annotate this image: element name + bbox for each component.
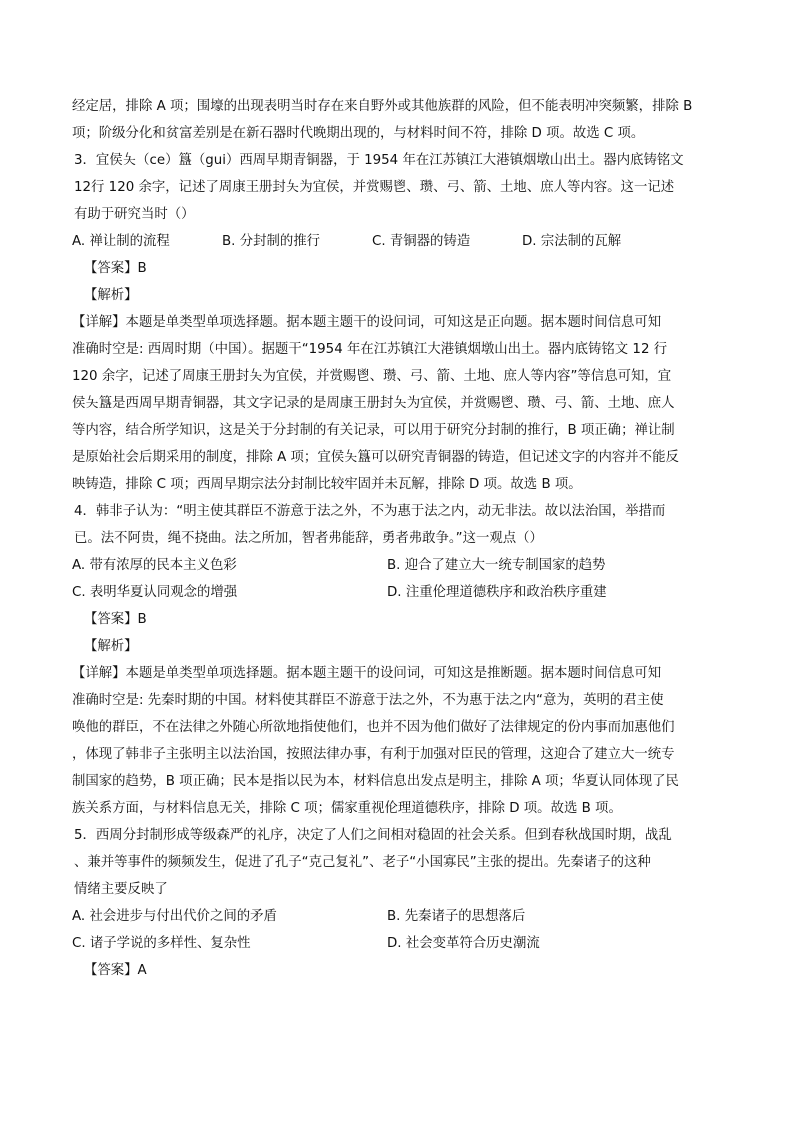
detail-line: 制国家的趋势，B 项正确；民本是指以民为本，材料信息出发点是明主，排除 A 项；华夏认同体现了民: [72, 774, 679, 789]
question-3-options: [72, 228, 722, 255]
text-line: 项；阶级分化和贫富差别是在新石器时代晚期出现的，与材料时间不符，排除 D 项。故选 C 项。: [72, 126, 645, 141]
option-a: A. 禅让制的流程: [72, 234, 170, 249]
document-content: [72, 93, 722, 984]
option-c: C. 表明华夏认同观念的增强: [72, 585, 238, 600]
question-3-stem: 3．宜侯夨（ce）簋（gui）西周早期青铜器，于 1954 年在江苏镇江大港镇烟墩山出土。器内底铸铭文: [74, 153, 684, 168]
question-5-stem: 、兼并等事件的频频发生，促进了孔子“克己复礼”、老子“小国寡民”主张的提出。先秦诸子的这种: [74, 855, 651, 870]
question-4-stem: 已。法不阿贵，绳不挠曲。法之所加，智者弗能辞，勇者弗敢争。”这一观点（）: [74, 531, 543, 546]
option-b: B. 分封制的推行: [222, 234, 321, 249]
detail-line: 侯夨簋是西周早期青铜器，其文字记录的是周康王册封夨为宜侯，并赏赐鬯、瓒、弓、箭、土地、庶人: [72, 396, 675, 411]
option-c: C. 青铜器的铸造: [372, 234, 471, 249]
option-c: C. 诸子学说的多样性、复杂性: [72, 936, 251, 951]
detail-line: 【详解】本题是单类型单项选择题。据本题主题干的设问词，可知这是正向题。据本题时间信息可知: [72, 315, 662, 330]
question-5-stem: 情绪主要反映了: [74, 882, 168, 897]
option-a: A. 社会进步与付出代价之间的矛盾: [72, 909, 277, 924]
detail-line: 等内容，结合所学知识，这是关于分封制的有关记录，可以用于研究分封制的推行，B 项正确；禅让制: [72, 423, 675, 438]
question-5-options-row2: [72, 930, 722, 957]
question-4-options-row2: [72, 579, 722, 606]
detail-line: 族关系方面，与材料信息无关，排除 C 项；儒家重视伦理道德秩序，排除 D 项。故选 B 项。: [72, 801, 622, 816]
detail-line: ，体现了韩非子主张明主以法治国，按照法律办事，有利于加强对臣民的管理，这迎合了建立大一统专: [72, 747, 675, 762]
analysis-label: 【解析】: [84, 288, 138, 303]
question-5-stem: 5．西周分封制形成等级森严的礼序，决定了人们之间相对稳固的社会关系。但到春秋战国时期，战乱: [74, 828, 672, 843]
detail-line: 【详解】本题是单类型单项选择题。据本题主题干的设问词，可知这是推断题。据本题时间信息可知: [72, 666, 662, 681]
answer-label: 【答案】B: [84, 261, 147, 276]
answer-label: 【答案】A: [84, 963, 147, 978]
option-d: D. 宗法制的瓦解: [522, 234, 622, 249]
option-b: B. 迎合了建立大一统专制国家的趋势: [387, 558, 606, 573]
detail-line: 准确时空是: 西周时期（中国）。据题干“1954 年在江苏镇江大港镇烟墩山出土。器内底铸铭文 12 行: [72, 342, 668, 357]
question-5-options-row1: [72, 903, 722, 930]
question-4-options-row1: [72, 552, 722, 579]
detail-line: 唤他的群臣，不在法律之外随心所欲地指使他们，也并不因为他们做好了法律规定的份内事而加惠他们: [72, 720, 675, 735]
question-3-stem: 有助于研究当时（）: [74, 207, 195, 222]
option-b: B. 先秦诸子的思想落后: [387, 909, 526, 924]
analysis-label: 【解析】: [84, 639, 138, 654]
answer-label: 【答案】B: [84, 612, 147, 627]
option-d: D. 社会变革符合历史潮流: [387, 936, 540, 951]
detail-line: 准确时空是: 先秦时期的中国。材料使其群臣不游意于法之外，不为惠于法之内“意为，英明的君主使: [72, 693, 664, 708]
option-d: D. 注重伦理道德秩序和政治秩序重建: [387, 585, 607, 600]
option-a: A. 带有浓厚的民本主义色彩: [72, 558, 237, 573]
text-line: 经定居，排除 A 项；围壕的出现表明当时存在来自野外或其他族群的风险，但不能表明冲突频繁，排除 B: [72, 99, 693, 114]
detail-line: 映铸造，排除 C 项；西周早期宗法分封制比较牢固并未瓦解，排除 D 项。故选 B 项。: [72, 477, 582, 492]
detail-line: 120 余字，记述了周康王册封夨为宜侯，并赏赐鬯、瓒、弓、箭、土地、庶人等内容”等信息可知，宜: [72, 369, 672, 384]
question-3-stem: 12行 120 余字，记述了周康王册封夨为宜侯，并赏赐鬯、瓒、弓、箭、土地、庶人等内容。这一记述: [74, 180, 675, 195]
question-4-stem: 4．韩非子认为：“明主使其群臣不游意于法之外，不为惠于法之内，动无非法。故以法治国，举措而: [74, 504, 666, 519]
detail-line: 是原始社会后期采用的制度，排除 A 项；宜侯夨簋可以研究青铜器的铸造，但记述文字的内容并不能反: [72, 450, 679, 465]
